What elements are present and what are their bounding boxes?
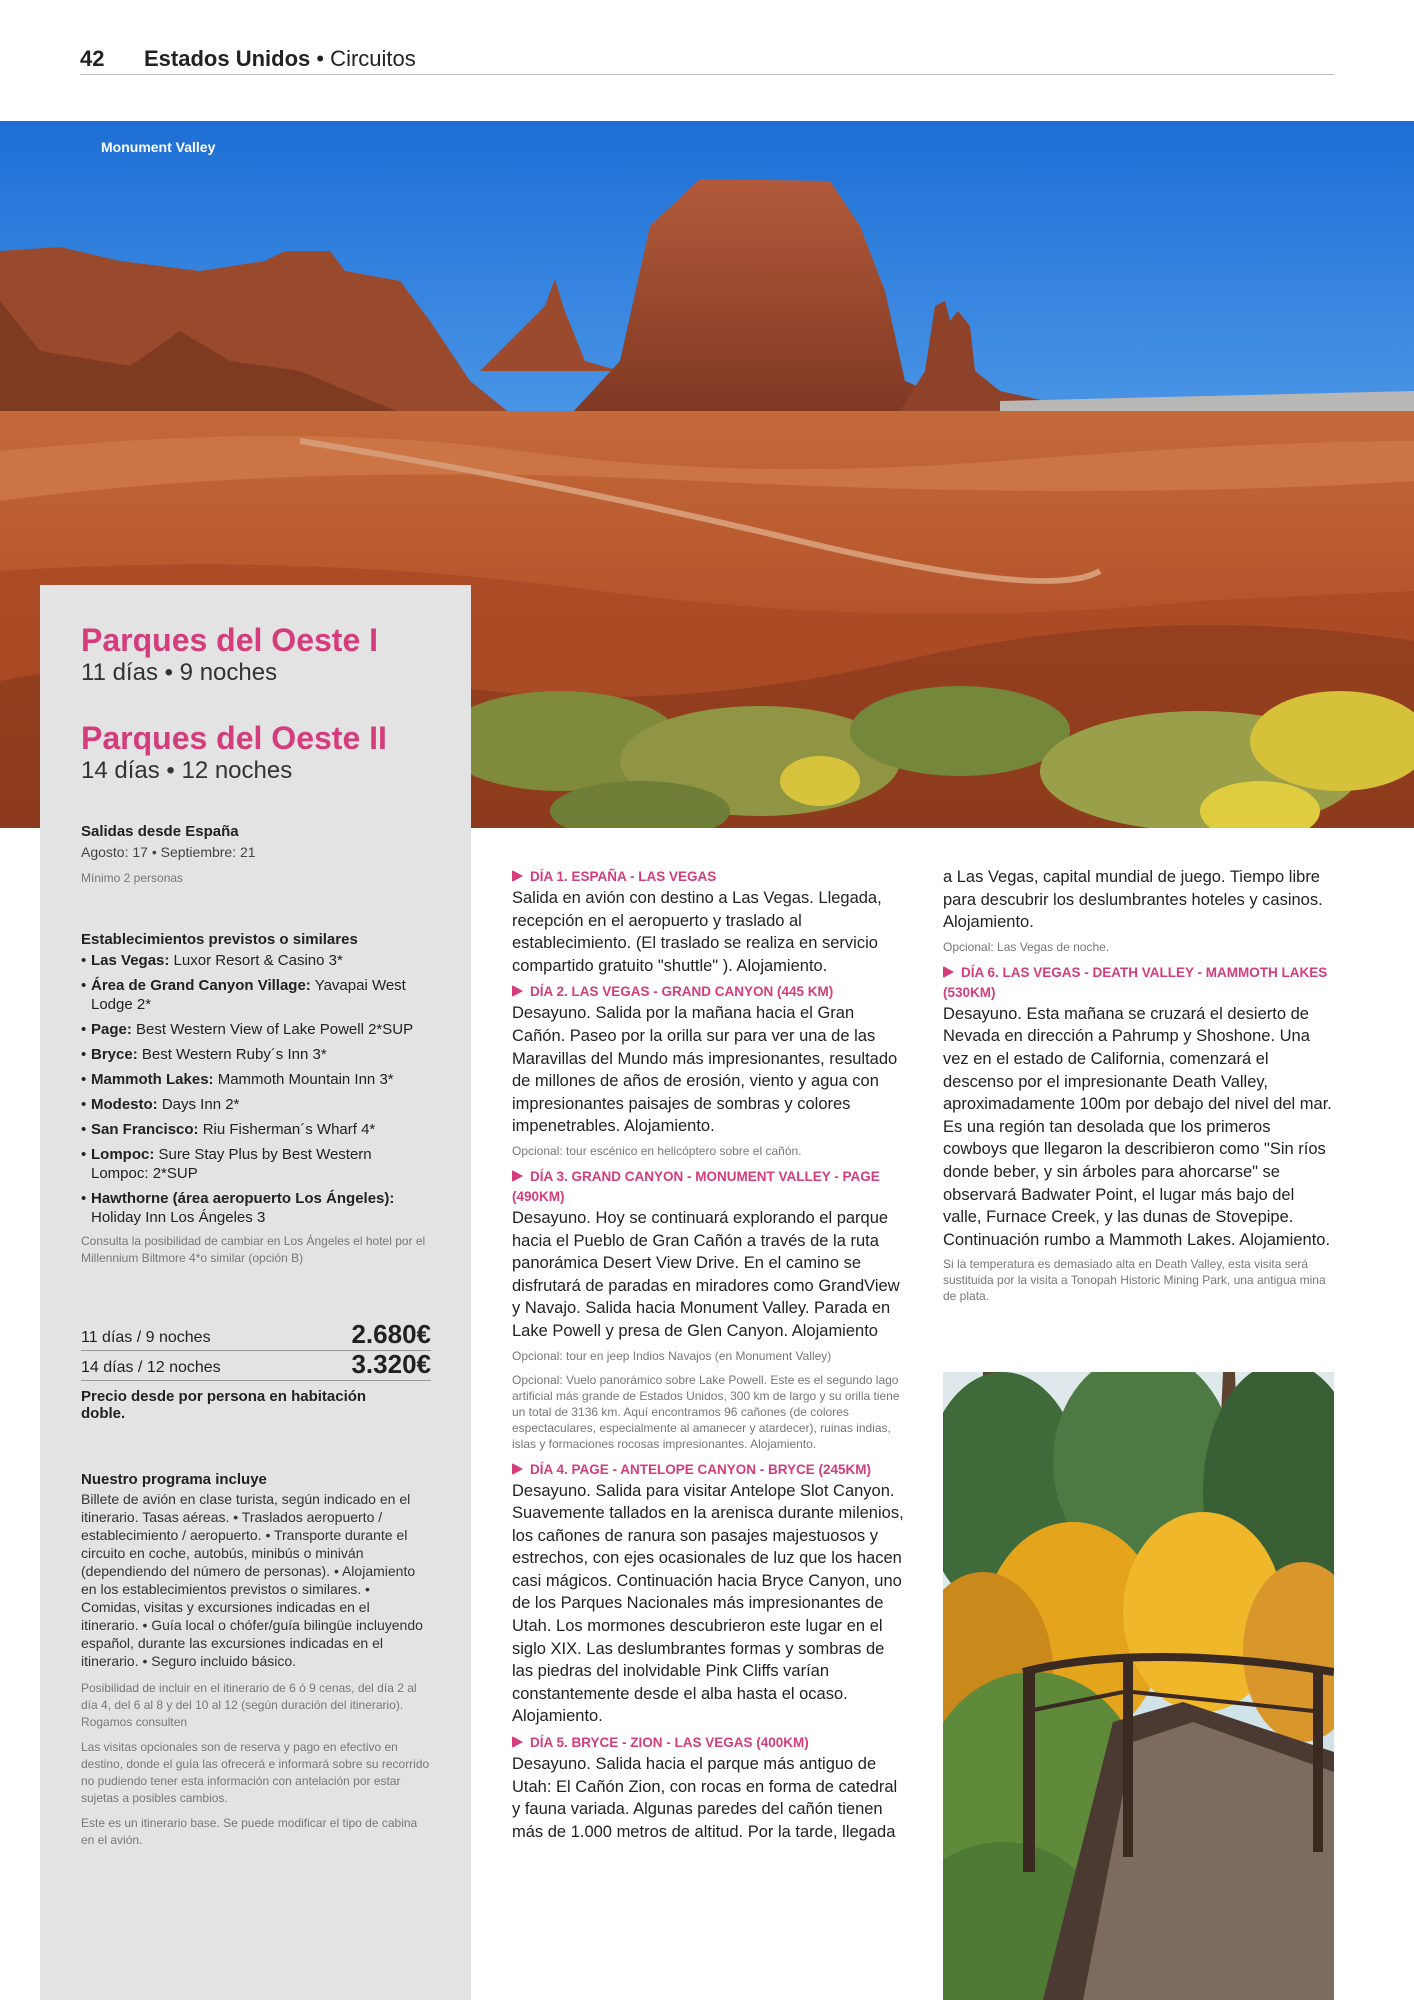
day-heading: DÍA 6. LAS VEGAS - DEATH VALLEY - MAMMOTH LAKES (530KM) [943, 964, 1328, 1000]
arrow-icon [512, 870, 523, 882]
itinerary-column-2: a Las Vegas, capital mundial de juego. Tiempo libre para descubrir los deslumbrantes hoteles y casinos. Alojamiento. Opcional: Las Vegas de noche. DÍA 6. LAS VEGAS - DEATH VALLEY - MAMMOTH LAKES (530KM) Desayuno. Esta mañana se cruzará el desierto de Nevada en dirección a Pahrump y Shoshone. Una vez en el estado de California, comenzará el descenso por el impresionante Death Valley, aproximadamente 100m por debajo del nivel del mar. Es una región tan desolada que los primeros cowboys que llegaron la describieron como "Sin ríos donde beber, y sin árboles para ahorcarse" se observará Badwater Point, el lugar más bajo del valle, Furnace Creek, y las dunas de Stovepipe. Continuación rumbo a Mammoth Lakes. Alojamiento. Si la temperatura es demasiado alta en Death Valley, esta visita será sustituida por la visita a Tonopah Historic Mining Park, una antigua mina de plata. [943, 866, 1335, 1312]
hotel-item: • Page: Best Western View of Lake Powell 2*SUP [81, 1020, 431, 1039]
program-title-1: Parques del Oeste I 11 días • 9 noches [81, 622, 379, 686]
day-heading: DÍA 2. LAS VEGAS - GRAND CANYON (445 KM) [512, 982, 904, 1002]
hotels-note: Consulta la posibilidad de cambiar en Los Ángeles el hotel por el Millennium Biltmore 4*o similar (opción B) [81, 1234, 426, 1265]
arrow-icon [512, 1170, 523, 1182]
itinerary-column-1: DÍA 1. ESPAÑA - LAS VEGAS Salida en avión con destino a Las Vegas. Llegada, recepción en el aeropuerto y traslado al establecimiento. (El traslado se realiza en servicio compartido gratuito "shuttle" ). Alojamiento. DÍA 2. LAS VEGAS - GRAND CANYON (445 KM) Desayuno. Salida por la mañana hacia el Gran Cañón. Paseo por la orilla sur para ver una de las Maravillas del Mundo más impresionantes, resultado de millones de años de erosión, viento y agua con impresionantes paisajes de sombras y colores impenetrables. Alojamiento. Opcional: tour escénico en helicóptero sobre el cañón. DÍA 3. GRAND CANYON - MONUMENT VALLEY - PAGE (490KM) Desayuno. Hoy se continuará explorando el parque hacia el Pueblo de Gran Cañón a través de la ruta panorámica Desert View Drive. En el camino se disfrutará de paradas en miradores como GrandView y Navajo. Salida hacia Monument Valley. Parada en Lake Powell y presa de Glen Canyon. Alojamiento Opcional: tour en jeep Indios Navajos (en Monument Valley) Opcional: Vuelo panorámico sobre Lake Powell. Este es el segundo lago artificial más grande de Estados Unidos, 300 km de largo y su orilla tiene un total de 3136 km. Aquí encontramos 96 cañones (de colores espectaculares, especialmente al amanecer y atardecer), ruinas indias, islas y formaciones rocosas impresionantes. Alojamiento. DÍA 4. PAGE - ANTELOPE CANYON - BRYCE (245KM) Desayuno. Salida para visitar Antelope Slot Canyon. Suavemente tallados en la arenisca durante milenios, los cañones de ranura son pasajes majestuosos y estrechos, con ejes ocasionales de luz que los hacen casi mágicos. Continuación hacia Bryce Canyon, uno de los Parques Nacionales más impresionantes de Utah. Los mormones descubrieron este lugar en el siglo XIX. Las deslumbrantes formas y sombras de las piedras del inolvidable Pink Cliffs varían constantemente desde el alba hasta el ocaso. Alojamiento. DÍA 5. BRYCE - ZION - LAS VEGAS (400KM) Desayuno. Salida hacia el parque más antiguo de Utah: El Cañón Zion, con rocas en forma de catedral y fauna variada. Algunas paredes del cañón tienen más de 1.000 metros de altitud. Por la tarde, llegada [512, 869, 904, 1841]
price-row: 11 días / 9 noches 2.680€ [81, 1319, 431, 1349]
hotel-item: • Modesto: Days Inn 2* [81, 1095, 431, 1114]
page-number: 42 [80, 46, 105, 71]
hotel-item: • Bryce: Best Western Ruby´s Inn 3* [81, 1045, 431, 1064]
hero-caption: Monument Valley [101, 139, 216, 155]
departures: Salidas desde España Agosto: 17 • Septiembre: 21 Mínimo 2 personas [81, 823, 256, 885]
hotel-item: • Hawthorne (área aeropuerto Los Ángeles): Holiday Inn Los Ángeles 3 [81, 1189, 431, 1227]
autumn-forest-bridge-photo [943, 1372, 1334, 2000]
page-header [80, 44, 1334, 75]
hotel-item: • Lompoc: Sure Stay Plus by Best Western Lompoc: 2*SUP [81, 1145, 431, 1183]
hotel-item: • Mammoth Lakes: Mammoth Mountain Inn 3* [81, 1070, 431, 1089]
arrow-icon [512, 1463, 523, 1475]
price-row: 14 días / 12 noches 3.320€ [81, 1349, 431, 1379]
hotel-item: • San Francisco: Riu Fisherman´s Wharf 4* [81, 1120, 431, 1139]
hotels-section: Establecimientos previstos o similares • Las Vegas: Luxor Resort & Casino 3* • Área de Grand Canyon Village: Yavapai West Lodge 2* • Page: Best Western View of Lake Powell 2*SUP • Bryce: Best Western Ruby´s Inn 3* • Mammoth Lakes: Mammoth Mountain Inn 3* • Modesto: Days Inn 2* • San Francisco: Riu Fisherman´s Wharf 4* • Lompoc: Sure Stay Plus by Best Western Lompoc: 2*SUP • Hawthorne (área aeropuerto Los Ángeles): Holiday Inn Los Ángeles 3 Consulta la posibilidad de cambiar en Los Ángeles el hotel por el Millennium Biltmore 4*o similar (opción B) [81, 931, 431, 1267]
hotel-item: • Área de Grand Canyon Village: Yavapai West Lodge 2* [81, 976, 431, 1014]
day-heading: DÍA 3. GRAND CANYON - MONUMENT VALLEY - PAGE (490KM) [512, 1168, 880, 1204]
day-heading: DÍA 5. BRYCE - ZION - LAS VEGAS (400KM) [512, 1733, 904, 1753]
section-title: Estados Unidos • Circuitos [144, 46, 416, 71]
price-note: Precio desde por persona en habitación doble. [81, 1388, 367, 1422]
program-title-2: Parques del Oeste II 14 días • 12 noches [81, 720, 387, 784]
hotel-item: • Las Vegas: Luxor Resort & Casino 3* [81, 951, 431, 970]
arrow-icon [943, 966, 954, 978]
arrow-icon [512, 1736, 523, 1748]
arrow-icon [512, 985, 523, 997]
day-heading: DÍA 1. ESPAÑA - LAS VEGAS [512, 867, 904, 887]
includes-section: Nuestro programa incluye Billete de avión en clase turista, según indicado en el itinerario. Tasas aéreas. • Traslados aeropuerto / establecimiento / aeropuerto. • Transporte durante el circuito en coche, autobús, minibús o miniván (dependiendo del número de personas). • Alojamiento en los establecimientos previstos o similares. • Comidas, visitas y excursiones indicadas en el itinerario. • Guía local o chófer/guía bilingüe incluyendo español, durante las excursiones indicadas en el itinerario. • Seguro incluido básico. Posibilidad de incluir en el itinerario de 6 ó 9 cenas, del día 2 al día 4, del 6 al 8 y del 10 al 12 (según duración del itinerario). Rogamos consulten Las visitas opcionales son de reserva y pago en efectivo en destino, donde el guía las ofrecerá e informará sobre su recorrido no pudiendo tener esta información con antelación por estar sujetas a posibles cambios. Este es un itinerario base. Se puede modificar el tipo de cabina en el avión. [81, 1471, 430, 1847]
day-heading: DÍA 4. PAGE - ANTELOPE CANYON - BRYCE (245KM) [512, 1460, 904, 1480]
